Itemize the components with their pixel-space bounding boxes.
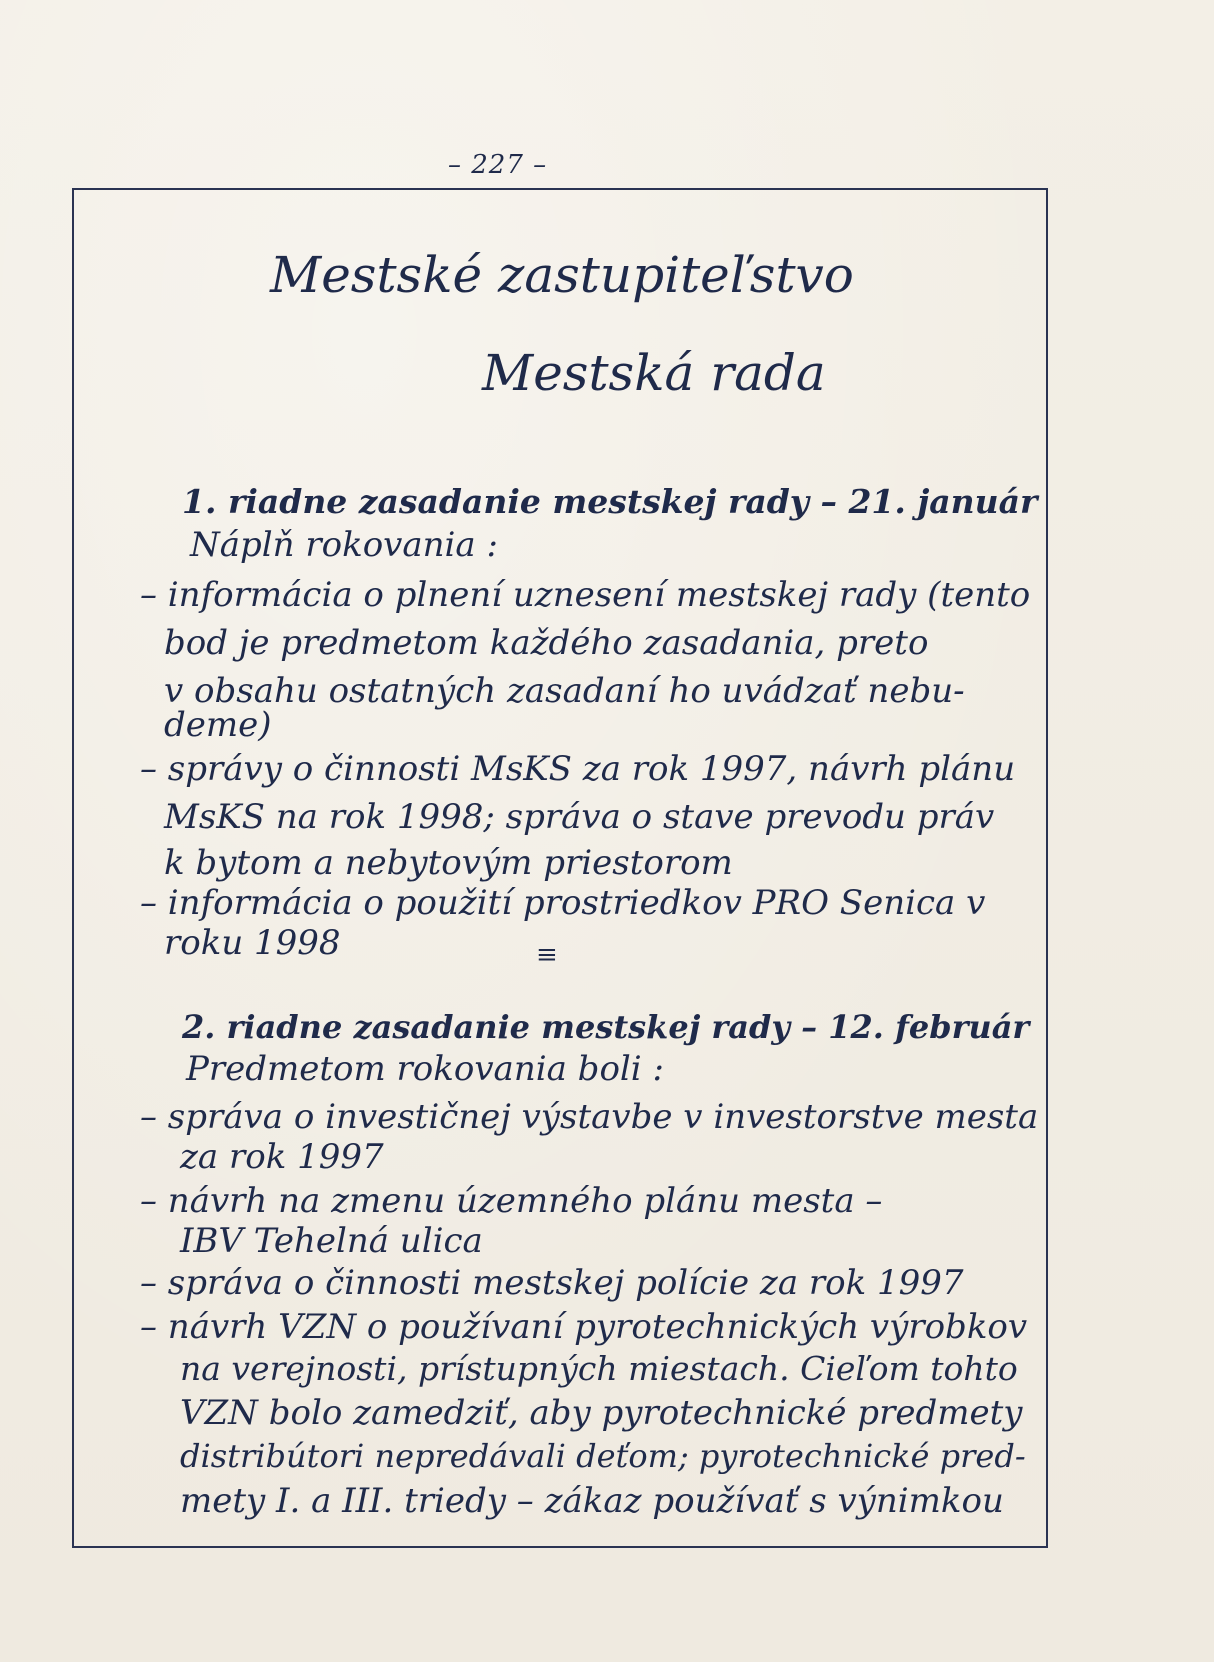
section-2-heading: 2. riadne zasadanie mestskej rady – 12. február (182, 1008, 1030, 1046)
section-1-line: roku 1998 (164, 923, 341, 963)
section-2-line: VZN bolo zamedziť, aby pyrotechnické predmety (180, 1393, 1023, 1433)
section-1-line: deme) (164, 705, 272, 745)
section-1-line: bod je predmetom každého zasadania, preto (164, 623, 929, 663)
title-line-1: Mestské zastupiteľstvo (270, 246, 854, 304)
section-1-line: MsKS na rok 1998; správa o stave prevodu práv (164, 797, 995, 837)
section-1-heading: 1. riadne zasadanie mestskej rady – 21. január (182, 482, 1038, 521)
section-1-line: k bytom a nebytovým priestorom (164, 843, 733, 883)
section-1-line: Náplň rokovania : (190, 525, 498, 565)
section-2-line: IBV Tehelná ulica (180, 1221, 483, 1261)
section-1-line: – správy o činnosti MsKS za rok 1997, návrh plánu (140, 749, 1016, 789)
section-1-line: – informácia o plnení uznesení mestskej rady (tento (140, 575, 1031, 615)
section-2-line: – správa o investičnej výstavbe v investorstve mesta (140, 1097, 1039, 1137)
section-1-line: – informácia o použití prostriedkov PRO Senica v (140, 883, 986, 923)
section-1-line: v obsahu ostatných zasadaní ho uvádzať nebu- (164, 671, 965, 711)
section-2-line: Predmetom rokovania boli : (186, 1049, 664, 1089)
section-2-line: na verejnosti, prístupných miestach. Cieľom tohto (180, 1349, 1018, 1388)
section-2-line: – návrh na zmenu územného plánu mesta – (140, 1181, 883, 1221)
section-2-line: – správa o činnosti mestskej polície za rok 1997 (140, 1263, 964, 1303)
page-number: – 227 – (448, 150, 548, 180)
section-2-line: za rok 1997 (180, 1137, 384, 1177)
section-2-line: mety I. a III. triedy – zákaz používať s výnimkou (180, 1481, 1004, 1521)
title-line-2: Mestská rada (482, 344, 826, 402)
section-2-line: distribútori nepredávali deťom; pyrotechnické pred- (180, 1437, 1026, 1475)
section-separator: ≡ (536, 940, 558, 970)
section-2-line: – návrh VZN o používaní pyrotechnických výrobkov (140, 1307, 1028, 1347)
